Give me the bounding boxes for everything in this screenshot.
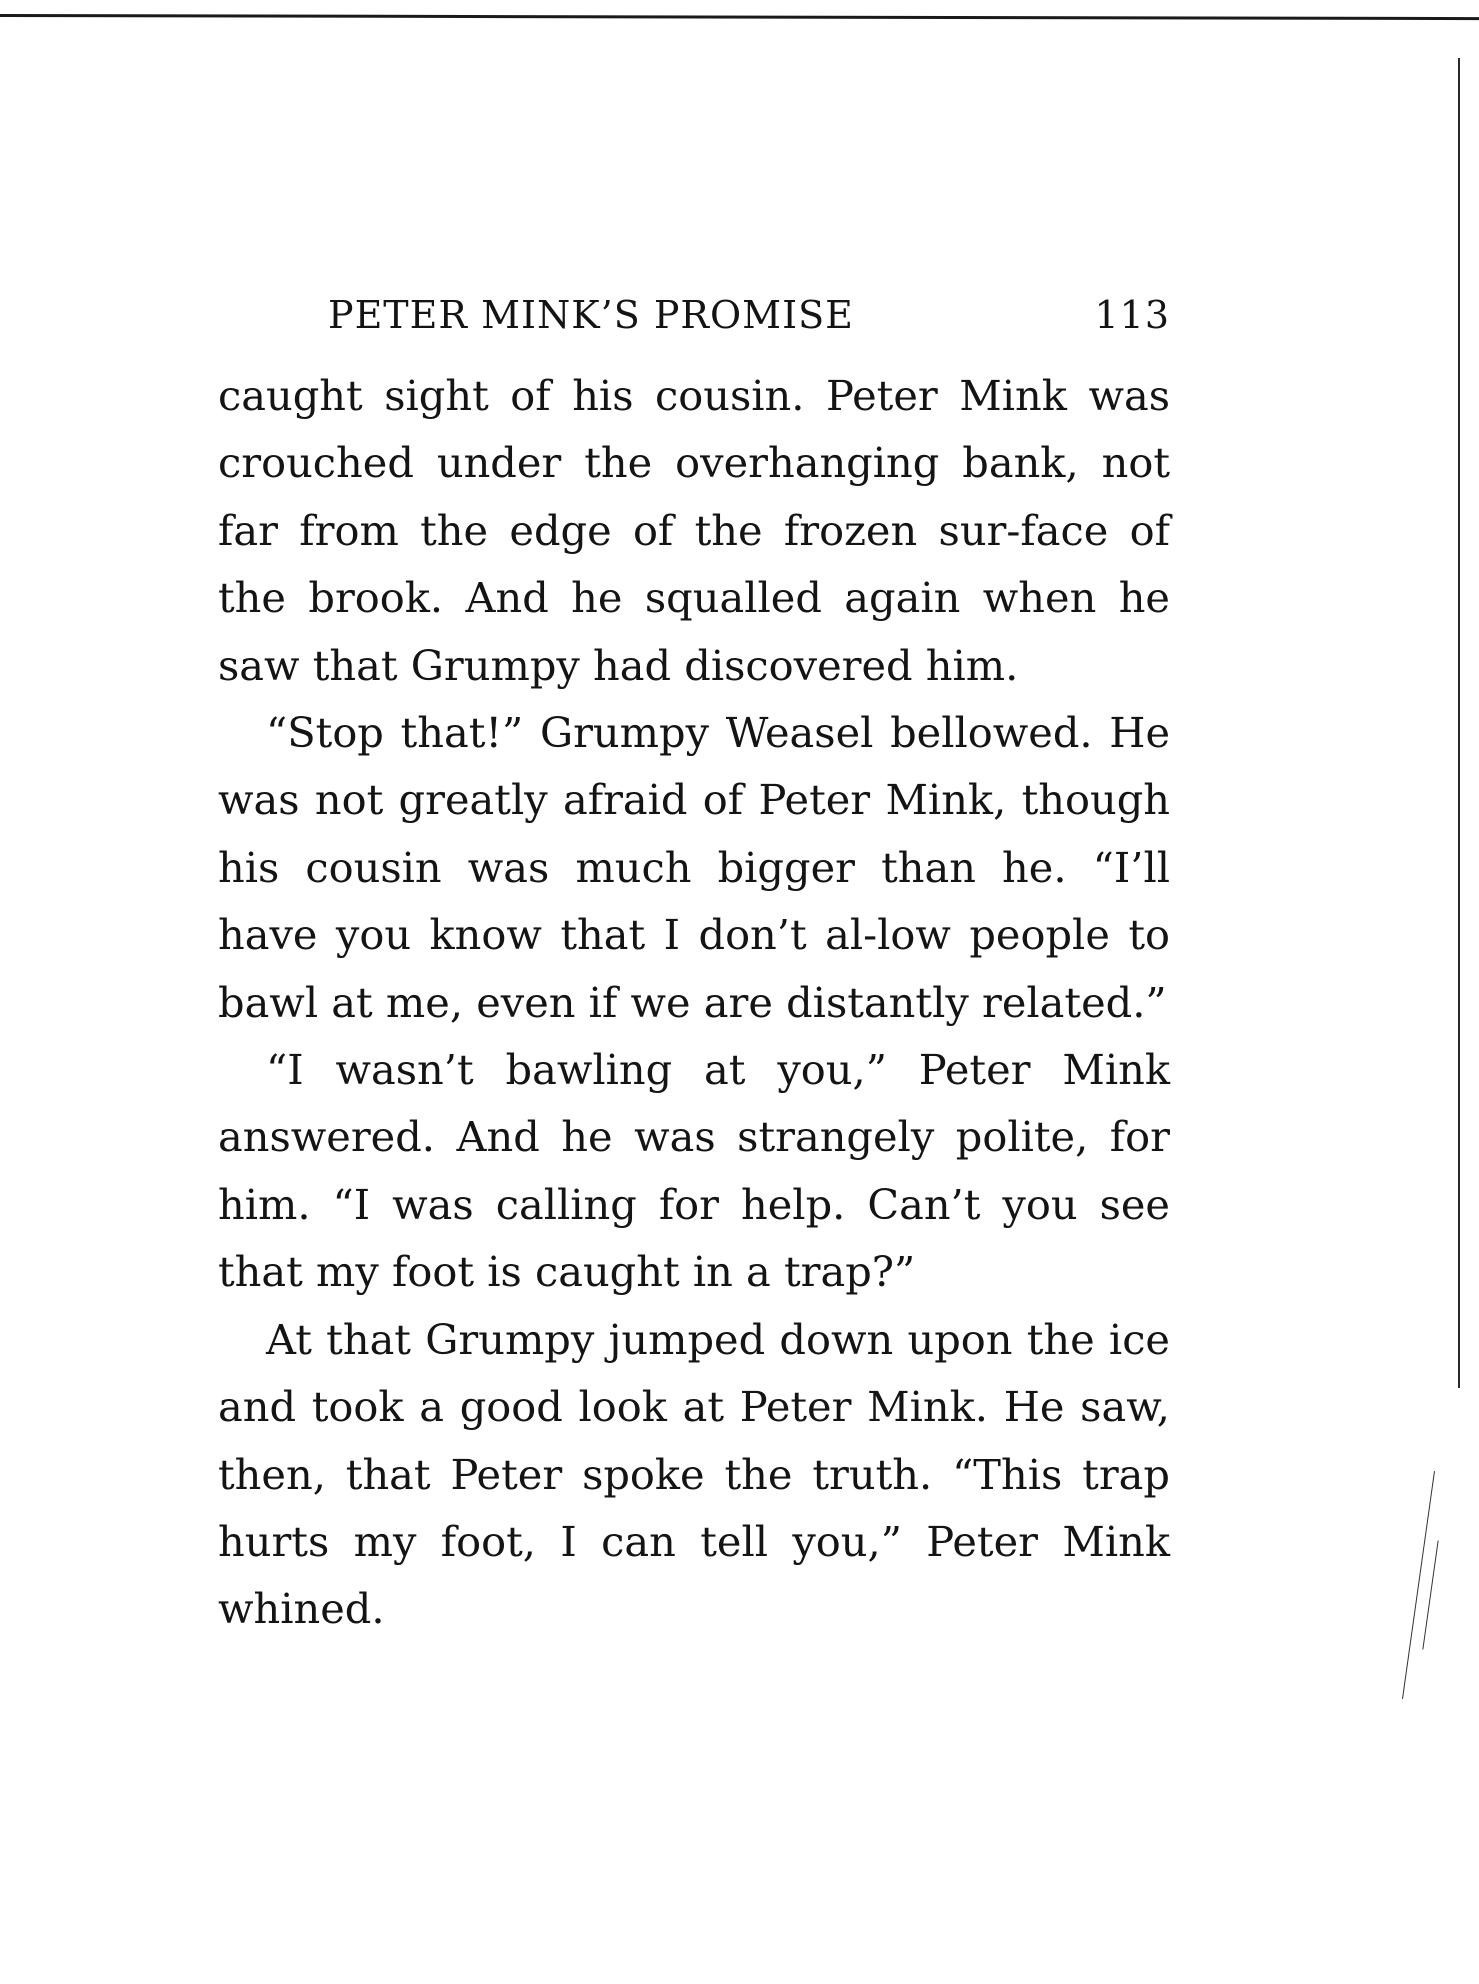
margin-mark xyxy=(1402,1471,1435,1699)
top-rule xyxy=(0,14,1479,20)
running-head xyxy=(328,284,1170,346)
right-margin-rule xyxy=(1458,58,1460,1388)
page-number: 113 xyxy=(1094,293,1170,337)
paragraph: “I wasn’t bawling at you,” Peter Mink answered. And he was strangely polite, for him. “I was calling for help. Can’t you see that my foot is caught in a trap?” xyxy=(218,1045,1170,1297)
running-title: PETER MINK’S PROMISE xyxy=(328,293,854,337)
paragraph: “Stop that!” Grumpy Weasel bellowed. He was not greatly afraid of Peter Mink, though his cousin was much bigger than he. “I’ll have you know that I don’t al-low people to bawl at me, even if we are distantly related.” xyxy=(218,708,1170,1027)
body-text xyxy=(218,362,1170,1643)
margin-mark xyxy=(1422,1540,1438,1649)
book-page xyxy=(218,284,1170,1643)
paragraph: caught sight of his cousin. Peter Mink was crouched under the overhanging bank, not far from the edge of the frozen sur-face of the brook. And he squalled again when he saw that Grumpy had discovered him. xyxy=(218,371,1170,690)
paragraph: At that Grumpy jumped down upon the ice and took a good look at Peter Mink. He saw, then, that Peter spoke the truth. “This trap hurts my foot, I can tell you,” Peter Mink whined. xyxy=(218,1314,1170,1634)
